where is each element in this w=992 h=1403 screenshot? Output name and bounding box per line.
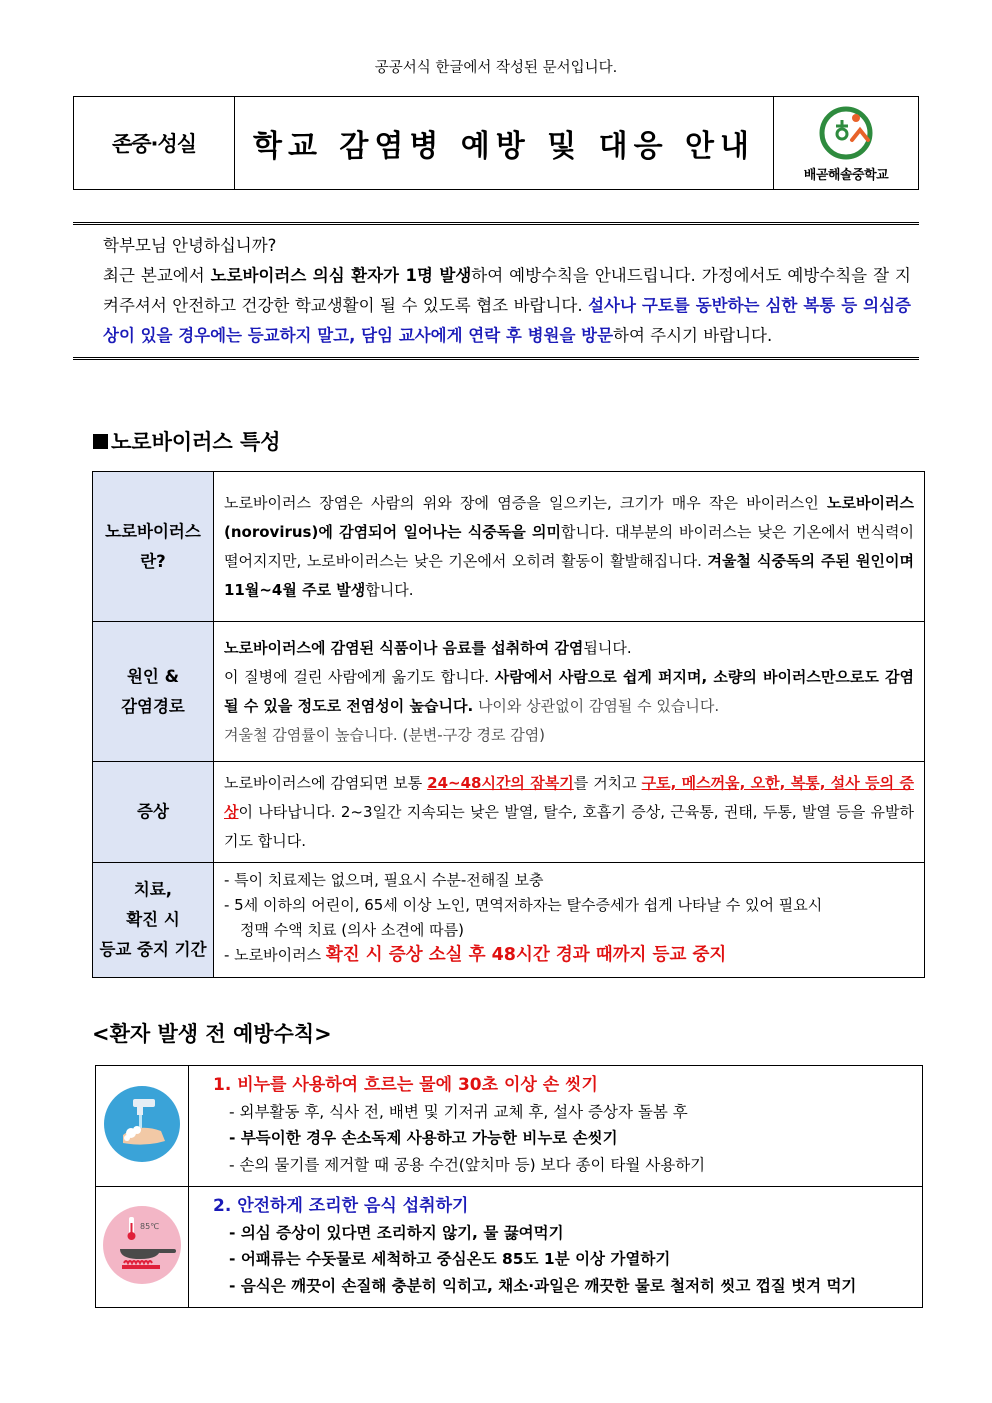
row-content (214, 622, 925, 762)
prevention-content (189, 1187, 923, 1308)
text-bold: 사람에서 사람으로 쉽게 퍼지며, 소량의 바이러스만으로도 감염될 수 있을 정도로 전염성이 높습니다. (224, 667, 914, 715)
table-row (96, 1066, 923, 1187)
cooking-pan-icon (102, 1205, 182, 1285)
label-line: 등교 중지 기간 (99, 940, 207, 959)
intro-text: 최근 본교에서 (103, 266, 211, 285)
table-row (93, 762, 925, 863)
intro-box (73, 222, 919, 360)
row-label: 노로바이러스란? (93, 472, 214, 622)
text: 됩니다. (583, 638, 632, 657)
text: 이 나타납니다. 2~3일간 지속되는 낮은 발열, 탈수, 호흡기 증상, 근육통, 권태, 두통, 발열 등을 유발하기도 합니다. (224, 802, 914, 850)
table-row (93, 622, 925, 762)
label-line: 원인 & (126, 666, 179, 686)
table-row (93, 863, 925, 978)
list-item: - 부득이한 경우 손소독제 사용하고 가능한 비누로 손씻기 (229, 1129, 618, 1147)
row-label (93, 863, 214, 978)
prevention-heading: 1. 비누를 사용하여 흐르는 물에 30초 이상 손 씻기 (213, 1075, 598, 1095)
list-item: - 음식은 깨끗이 손질해 충분히 익히고, 채소·과일은 깨끗한 물로 철저히 씻고 껍질 벗겨 먹기 (229, 1276, 857, 1295)
norovirus-info-table (92, 471, 925, 978)
prevention-heading: 2. 안전하게 조리한 음식 섭취하기 (213, 1196, 469, 1216)
table-row (93, 472, 925, 622)
document-notice: 공공서식 한글에서 작성된 문서입니다. (374, 60, 618, 76)
intro-highlight: 노로바이러스 의심 환자가 1명 발생 (210, 266, 472, 285)
text: 를 거치고 (573, 773, 642, 792)
intro-text: 하여 예방수칙을 안내드립니다. 가정에서도 예방수칙을 잘 지켜주셔서 안전하고 건강한 학교생활이 될 수 있도록 협조 바랍니다. (103, 266, 911, 315)
text: 나이와 상관없이 감염될 수 있습니다. (473, 696, 720, 715)
prevention-table (95, 1065, 923, 1308)
row-label (93, 622, 214, 762)
list-item: - 의심 증상이 있다면 조리하지 않기, 물 끓여먹기 (229, 1223, 564, 1242)
list-item: - 어패류는 수돗물로 세척하고 중심온도 85도 1분 이상 가열하기 (229, 1250, 671, 1268)
row-content (214, 762, 925, 863)
row-content (214, 863, 925, 978)
text-red: 확진 시 증상 소실 후 48시간 경과 때까지 등교 중지 (325, 945, 727, 965)
school-name: 배곧해솔중학교 (803, 167, 889, 183)
intro-paragraph (83, 261, 911, 351)
section-title (93, 426, 281, 456)
text-bold: 겨울철 식중독의 주된 원인이며 11월~4월 주로 발생 (224, 551, 914, 599)
row-content (214, 472, 925, 622)
table-row (96, 1187, 923, 1308)
text: 노로바이러스 장염은 사람의 위와 장에 염증을 일으키는, 크기가 매우 작은 바이러스인 (224, 493, 828, 512)
text: 이 질병에 걸린 사람에게 옮기도 합니다. (224, 667, 495, 686)
label-line: 감염경로 (121, 696, 185, 716)
intro-text: 하여 주시기 바랍니다. (613, 326, 773, 345)
text: - 노로바이러스 (224, 946, 326, 964)
handwash-icon (103, 1085, 181, 1163)
school-logo (774, 97, 918, 189)
label-line: 확진 시 (126, 910, 180, 929)
list-item: - 외부활동 후, 식사 전, 배변 및 기저귀 교체 후, 설사 증상자 돌봄 후 (229, 1102, 688, 1121)
text: - 5세 이하의 어린이, 65세 이상 노인, 면역저하자는 탈수증세가 쉽게 나타날 수 있어 필요시 (224, 896, 823, 914)
text: 겨울철 감염률이 높습니다. (분변-구강 경로 감염) (224, 725, 546, 744)
greeting: 학부모님 안녕하십니까? (103, 236, 277, 255)
section-title-text: 노로바이러스 특성 (111, 430, 281, 454)
page-title: 학교 감염병 예방 및 대응 안내 (235, 97, 774, 189)
text (224, 941, 920, 970)
document-header (73, 96, 919, 190)
prevention-content (189, 1066, 923, 1187)
row-label: 증상 (93, 762, 214, 863)
text: 합니다. (365, 580, 414, 599)
school-emblem-icon (810, 104, 882, 162)
school-motto: 존중·성실 (74, 97, 235, 189)
text-bold: 노로바이러스(norovirus)에 감염되어 일어나는 식중독을 의미 (224, 493, 914, 541)
text-bold: 노로바이러스에 감염된 식품이나 음료를 섭취하여 감염 (224, 638, 584, 657)
intro-warning: 설사나 구토를 동반하는 심한 복통 등 의심증상이 있을 경우에는 등교하지 말고, 담임 교사에게 연락 후 병원을 방문 (103, 296, 911, 345)
label-line: 치료, (133, 880, 173, 899)
text: 노로바이러스에 감염되면 보통 (224, 773, 428, 792)
text: - 특이 치료제는 없으며, 필요시 수분-전해질 보충 (224, 871, 544, 889)
text: 합니다. 대부분의 바이러스는 낮은 기온에서 번식력이 떨어지지만, 노로바이러스는 낮은 기온에서 오히려 활동이 활발해집니다. (224, 522, 915, 570)
text: 정맥 수액 치료 (의사 소견에 따름) (240, 921, 464, 939)
temperature-label: 85℃ (140, 1222, 160, 1231)
prevention-title: <환자 발생 전 예방수칙> (92, 1022, 332, 1046)
square-bullet-icon (93, 434, 108, 449)
picture-cell (96, 1066, 189, 1187)
list-item: - 손의 물기를 제거할 때 공용 수건(앞치마 등) 보다 종이 타월 사용하기 (229, 1155, 706, 1174)
picture-cell (96, 1187, 189, 1308)
text-red: 구토, 메스꺼움, 오한, 복통, 설사 등의 증상 (224, 773, 914, 821)
text-red: 24~48시간의 잠복기 (427, 773, 574, 792)
